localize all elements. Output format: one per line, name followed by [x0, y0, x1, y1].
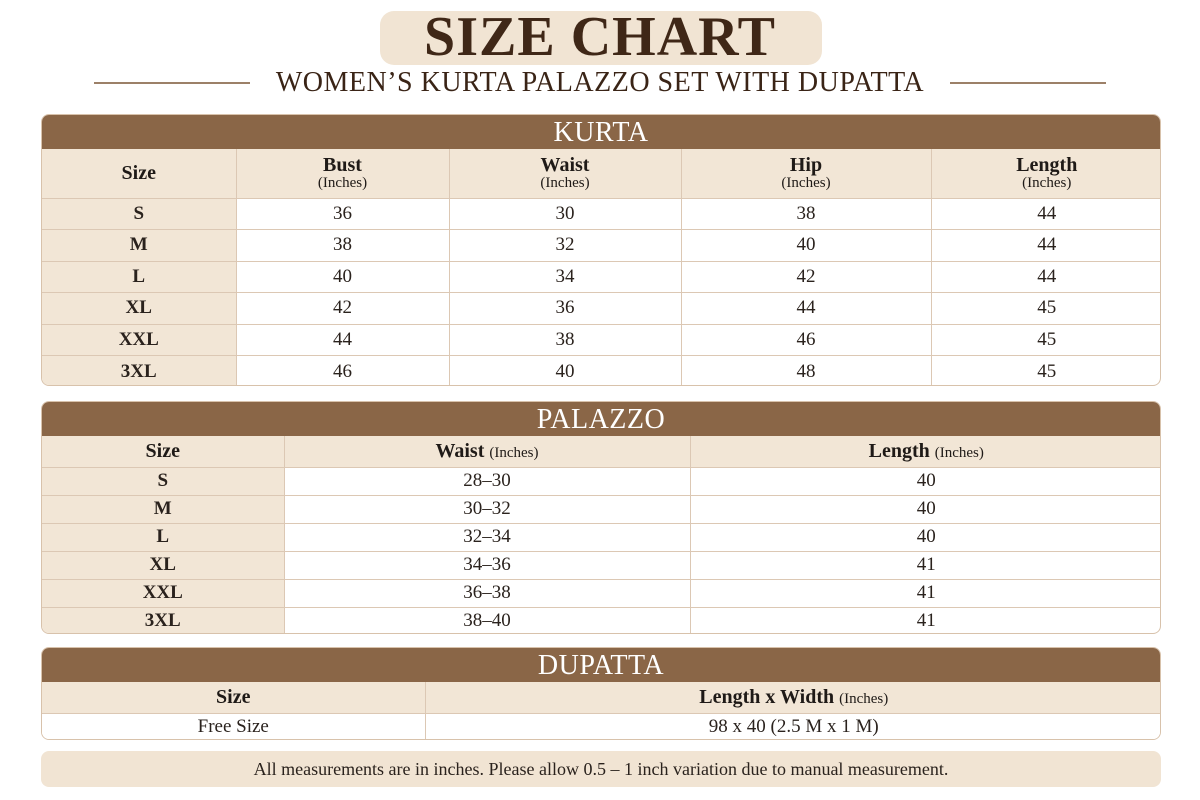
measurement-cell: 38: [449, 324, 681, 356]
size-cell: Free Size: [42, 713, 425, 740]
palazzo-col-size: Size: [42, 436, 284, 467]
measurement-cell: 40: [690, 467, 1161, 495]
measurement-cell: 44: [931, 198, 1161, 230]
kurta-col-hip: Hip (Inches): [681, 149, 931, 198]
size-cell: S: [42, 198, 236, 230]
measurement-cell: 42: [681, 261, 931, 293]
kurta-heading: KURTA: [42, 115, 1160, 149]
measurement-cell: 36–38: [284, 579, 690, 607]
size-cell: 3XL: [42, 607, 284, 634]
palazzo-heading: PALAZZO: [42, 402, 1160, 436]
dupatta-heading: DUPATTA: [42, 648, 1160, 682]
kurta-col-size: Size: [42, 149, 236, 198]
measurement-cell: 98 x 40 (2.5 M x 1 M): [425, 713, 1161, 740]
size-cell: XL: [42, 551, 284, 579]
size-cell: M: [42, 495, 284, 523]
measurement-cell: 40: [449, 356, 681, 387]
dupatta-col-size: Size: [42, 682, 425, 713]
measurement-cell: 41: [916, 610, 936, 632]
table-row: [42, 261, 1161, 293]
table-row: [42, 495, 1161, 523]
measurement-cell: 34: [449, 261, 681, 293]
size-cell: XXL: [42, 324, 236, 356]
measurement-cell: 41: [690, 579, 1161, 607]
kurta-table: [42, 149, 1161, 386]
size-cell: L: [42, 261, 236, 293]
table-row: [42, 467, 1161, 495]
dupatta-table: [42, 682, 1161, 740]
size-cell: S: [42, 467, 284, 495]
dupatta-table-body: [42, 713, 1161, 740]
table-row: [42, 523, 1161, 551]
kurta-col-bust: Bust (Inches): [236, 149, 449, 198]
subtitle-row: [0, 66, 1200, 100]
table-row: [42, 324, 1161, 356]
kurta-table-body: [42, 198, 1161, 386]
measurement-cell: 44: [931, 261, 1161, 293]
measurement-cell: 44: [931, 230, 1161, 262]
measurement-cell: 41: [690, 551, 1161, 579]
dupatta-col-dimensions: Length x Width (Inches): [425, 682, 1161, 713]
measurement-cell: 40: [681, 230, 931, 262]
page-title: SIZE CHART: [424, 6, 776, 68]
kurta-col-length: Length (Inches): [931, 149, 1161, 198]
kurta-header-row: [42, 149, 1161, 198]
palazzo-col-length: Length (Inches): [690, 436, 1161, 467]
measurement-cell: 46: [681, 324, 931, 356]
palazzo-table: [42, 436, 1161, 634]
page-subtitle: WOMEN’S KURTA PALAZZO SET WITH DUPATTA: [275, 67, 925, 98]
measurement-cell: 38–40: [284, 607, 690, 634]
size-cell: M: [42, 230, 236, 262]
measurement-cell: 40: [690, 523, 1161, 551]
dupatta-header-row: [42, 682, 1161, 713]
table-row: [42, 356, 1161, 387]
size-cell: L: [42, 523, 284, 551]
size-cell: 3XL: [42, 356, 236, 387]
measurement-cell: 40: [690, 495, 1161, 523]
measurement-cell: 30: [449, 198, 681, 230]
measurement-cell: 38: [681, 198, 931, 230]
table-row: [42, 551, 1161, 579]
table-row: [42, 293, 1161, 325]
measurement-cell: 38: [236, 230, 449, 262]
table-row: [42, 579, 1161, 607]
measurement-cell: 48: [681, 356, 931, 387]
measurement-cell: 30–32: [284, 495, 690, 523]
table-row: [42, 230, 1161, 262]
kurta-col-waist: Waist (Inches): [449, 149, 681, 198]
measurement-cell: 32–34: [284, 523, 690, 551]
measurement-cell: 45: [1037, 360, 1057, 382]
measurement-cell: 40: [236, 261, 449, 293]
measurement-cell: 45: [931, 324, 1161, 356]
measurement-cell: 46: [236, 356, 449, 387]
table-row: [42, 607, 1161, 634]
measurement-cell: 42: [236, 293, 449, 325]
size-cell: XL: [42, 293, 236, 325]
measurement-cell: 44: [681, 293, 931, 325]
palazzo-col-waist: Waist (Inches): [284, 436, 690, 467]
measurement-cell: 36: [449, 293, 681, 325]
dupatta-section: [41, 647, 1161, 740]
measurement-cell: 45: [931, 293, 1161, 325]
table-row: [42, 198, 1161, 230]
measurement-cell: 28–30: [284, 467, 690, 495]
measurement-note: All measurements are in inches. Please allow 0.5 – 1 inch variation due to manual measurement.: [41, 751, 1161, 787]
kurta-section: [41, 114, 1161, 386]
measurement-cell: 32: [449, 230, 681, 262]
measurement-cell: 36: [236, 198, 449, 230]
size-cell: XXL: [42, 579, 284, 607]
table-row: [42, 713, 1161, 740]
measurement-cell: 44: [236, 324, 449, 356]
measurement-cell: 34–36: [284, 551, 690, 579]
palazzo-section: [41, 401, 1161, 634]
palazzo-header-row: [42, 436, 1161, 467]
palazzo-table-body: [42, 467, 1161, 634]
